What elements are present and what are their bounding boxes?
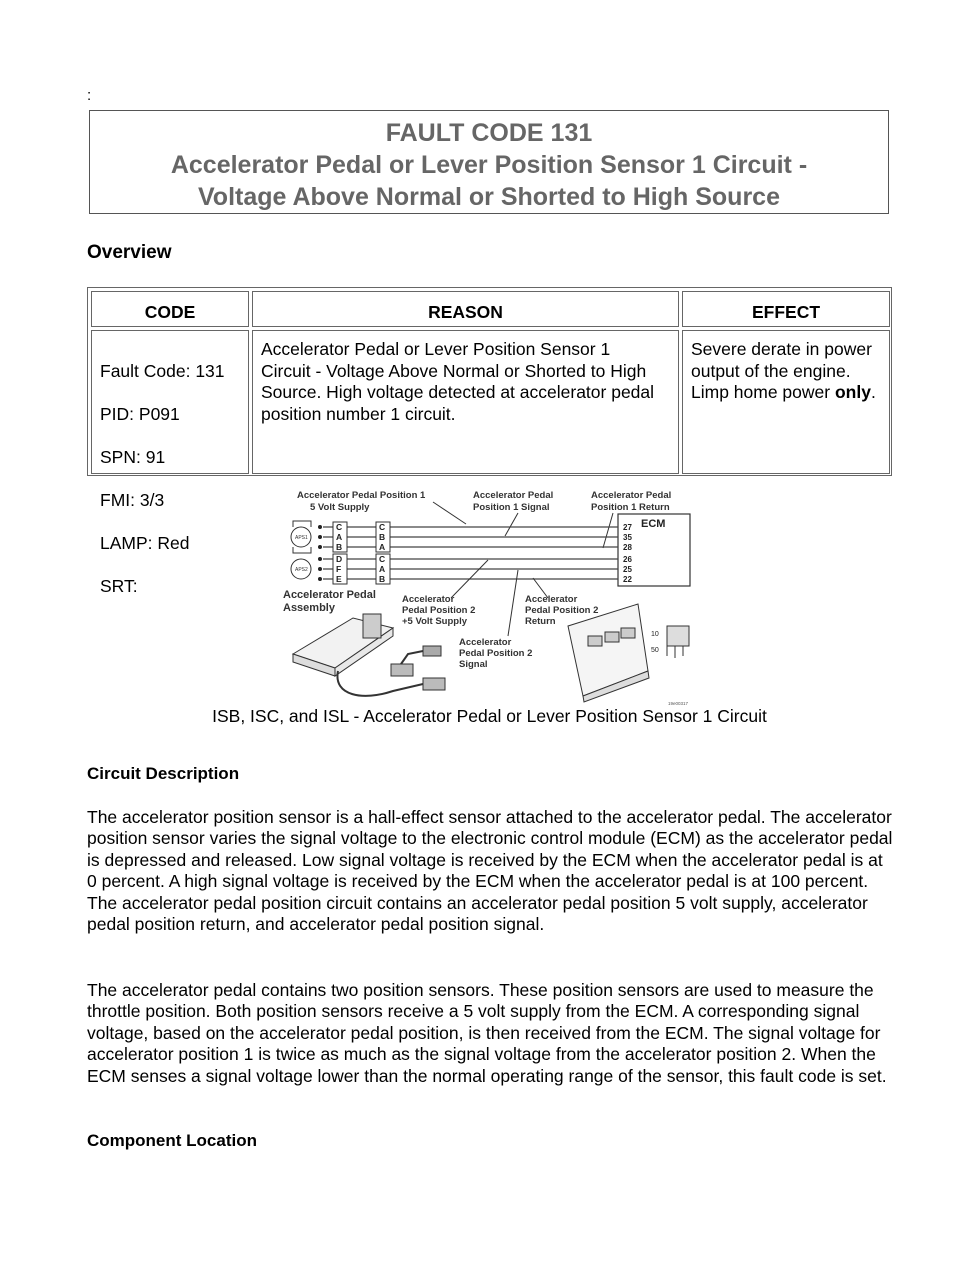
code-cell: [91, 330, 249, 596]
ecm-pin: 22: [623, 575, 632, 584]
fault-code-subtitle-line1: Accelerator Pedal or Lever Position Sensor 1 Circuit -: [170, 151, 808, 179]
pedal-pin: A: [336, 532, 343, 542]
harness-pin: A: [379, 564, 386, 574]
ecm-pin: 35: [623, 533, 632, 542]
fault-code-subtitle-line2: Voltage Above Normal or Shorted to High Source: [197, 183, 780, 211]
header-code: CODE: [91, 291, 249, 327]
component-location-heading: Component Location: [87, 1131, 257, 1150]
code-line: Fault Code: 131: [100, 360, 225, 381]
code-line: SPN: 91: [100, 446, 166, 467]
header-reason: REASON: [252, 291, 679, 327]
label-supply1-a: Accelerator Pedal Position 1: [297, 490, 426, 501]
label-signal1-b: Position 1 Signal: [473, 502, 550, 513]
code-line: LAMP: Red: [100, 532, 190, 553]
effect-text: Severe derate in power output of the engine. Limp home power: [691, 339, 872, 402]
effect-end: .: [870, 382, 876, 402]
label-return1-b: Position 1 Return: [591, 502, 670, 513]
harness-pin: C: [379, 522, 386, 532]
figure-id: 19e00317: [668, 701, 689, 706]
signal2-b: Pedal Position 2: [459, 648, 533, 659]
header-effect: EFFECT: [682, 291, 890, 327]
figure-caption: ISB, ISC, and ISL - Accelerator Pedal or Lever Position Sensor 1 Circuit: [212, 706, 767, 726]
harness-pin: A: [379, 542, 386, 552]
effect-cell: [682, 330, 890, 474]
label-return1-a: Accelerator Pedal: [591, 490, 672, 501]
pedal-pin: C: [336, 522, 343, 532]
pedal-pin: F: [336, 564, 342, 574]
ecm-pin: 27: [623, 523, 632, 532]
supply2-b: Pedal Position 2: [402, 605, 476, 616]
label-signal1-a: Accelerator Pedal: [473, 490, 554, 501]
ecm-pin: 25: [623, 565, 632, 574]
reason-cell: Accelerator Pedal or Lever Position Sensor 1 Circuit - Voltage Above Normal or Shorted to High Source. High voltage detected at accelerator pedal position number 1 circuit.: [252, 330, 679, 474]
code-line: FMI: 3/3: [100, 489, 165, 510]
aps1-label: APS1: [295, 535, 308, 541]
fault-code-title: FAULT CODE 131: [385, 119, 593, 147]
ecm-module-drawing: [568, 604, 689, 702]
ecm-label: ECM: [641, 518, 666, 530]
pedal-pin: B: [336, 542, 343, 552]
ecm-pin: 28: [623, 543, 632, 552]
overview-heading: Overview: [87, 242, 172, 263]
circuit-paragraph-1: The accelerator position sensor is a hall-effect sensor attached to the accelerator pedal. The accelerator position sensor varies the signal voltage to the electronic control module (ECM) as the accelerator pedal is depressed and released. Low signal voltage is received by the ECM when the accelerator pedal is at 0 percent. A high signal voltage is received by the ECM when the accelerator pedal is at 100 percent. The accelerator pedal position circuit contains an accelerator pedal position 5 volt supply, accelerator pedal position return, and accelerator pedal position signal.: [87, 807, 893, 935]
fault-code-title-box: [89, 110, 889, 214]
code-line: SRT:: [100, 575, 138, 596]
harness-pin: B: [379, 574, 386, 584]
supply2-a: Accelerator: [402, 594, 455, 605]
supply2-c: +5 Volt Supply: [402, 616, 468, 627]
harness-pin: C: [379, 554, 386, 564]
circuit-description-heading: Circuit Description: [87, 764, 240, 783]
harness-pin: B: [379, 532, 386, 542]
return2-b: Pedal Position 2: [525, 605, 599, 616]
return2-a: Accelerator: [525, 594, 578, 605]
aps2-label: APS2: [295, 567, 308, 573]
signal2-a: Accelerator: [459, 637, 512, 648]
return2-c: Return: [525, 616, 556, 627]
ecm-pin: 26: [623, 555, 632, 564]
pedal-pin: D: [336, 554, 343, 564]
circuit-diagram: [283, 486, 695, 708]
code-line: PID: P091: [100, 403, 180, 424]
pin-50-label: 50: [651, 647, 659, 654]
label-supply1-b: 5 Volt Supply: [310, 502, 370, 513]
pin-10-label: 10: [651, 631, 659, 638]
signal2-c: Signal: [459, 659, 488, 670]
assembly-label-a: Accelerator Pedal: [283, 589, 376, 601]
circuit-paragraph-2: The accelerator pedal contains two position sensors. These position sensors are used to measure the throttle position. Both position sensors receive a 5 volt supply from the ECM. A corresponding signal voltage, based on the accelerator pedal position, is then received from the ECM. The signal voltage for accelerator position 1 is twice as much as the signal voltage from the accelerator position 2. When the ECM senses a signal voltage lower than the normal operating range of the sensor, this fault code is set.: [87, 980, 887, 1086]
pedal-pin: E: [336, 574, 342, 584]
assembly-label-b: Assembly: [283, 602, 335, 614]
effect-bold: only: [834, 382, 871, 402]
leading-colon: :: [87, 87, 92, 104]
